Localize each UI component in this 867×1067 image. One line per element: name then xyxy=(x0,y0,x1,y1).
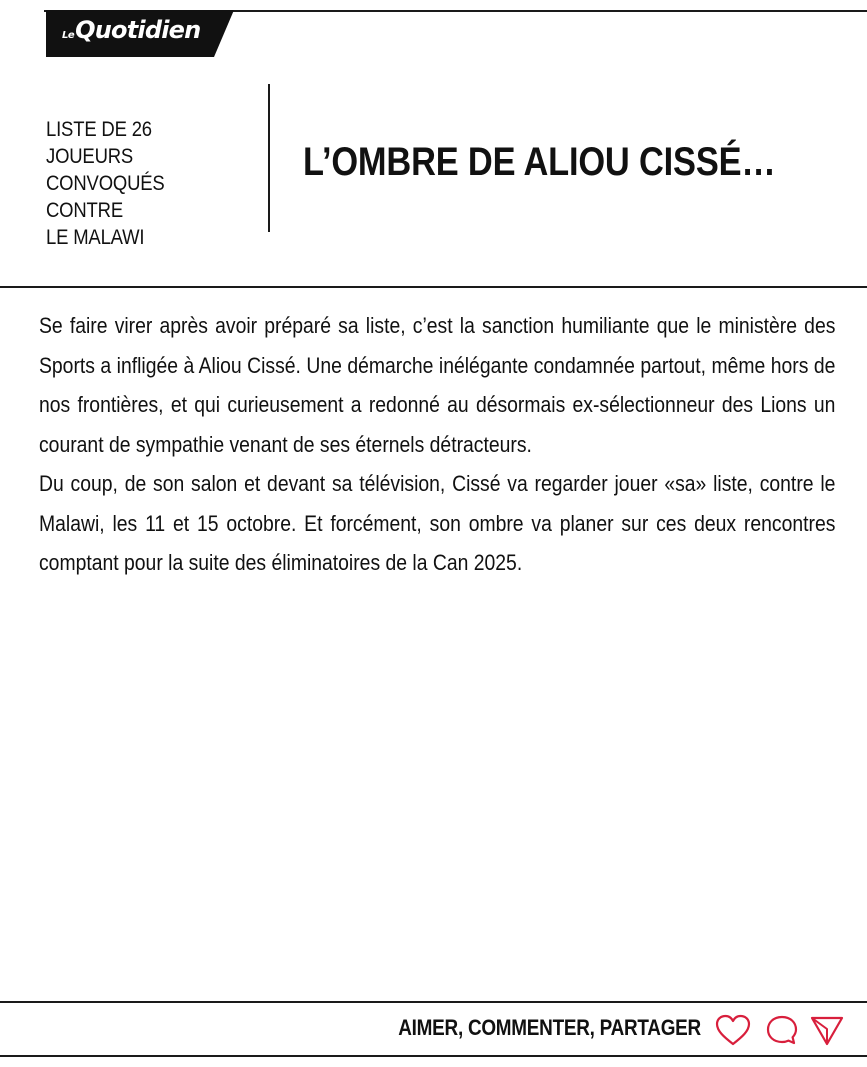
brand-wordmark xyxy=(62,18,200,42)
heart-icon-graphic xyxy=(714,1013,752,1047)
footer-divider-bottom xyxy=(0,1055,867,1057)
comment-icon-graphic xyxy=(763,1013,801,1047)
footer-divider-top xyxy=(0,1001,867,1003)
brand-name: Quotidien xyxy=(75,16,201,44)
kicker: LISTE DE 26 JOUEURS CONVOQUÉS CONTRE LE MALAWI xyxy=(46,118,165,249)
article-paragraph-2: Du coup, de son salon et devant sa télévision, Cissé va regarder jouer «sa» liste, contre le Malawi, les 11 et 15 octobre. Et forcément, son ombre va planer sur ces deux rencontres comptant pour la suite des éliminatoires de la Can 2025. xyxy=(39,471,836,575)
share-icon[interactable] xyxy=(808,1013,846,1047)
vertical-divider xyxy=(268,84,270,232)
heart-icon[interactable] xyxy=(714,1013,752,1047)
header-divider xyxy=(0,286,867,288)
article-paragraph-1: Se faire virer après avoir préparé sa liste, c’est la sanction humiliante que le ministère des Sports a infligée à Aliou Cissé. Une démarche inélégante condamnée partout, même hors de nos frontières, et qui curieusement a redonné au désormais ex-sélectionneur des Lions un courant de sympathie venant de ses éternels détracteurs. xyxy=(39,313,836,457)
article-body xyxy=(39,306,835,583)
engagement-prompt: AIMER, COMMENTER, PARTAGER xyxy=(398,1015,701,1040)
headline: L’OMBRE DE ALIOU CISSÉ… xyxy=(303,140,776,184)
comment-icon[interactable] xyxy=(763,1013,801,1047)
brand-logo xyxy=(46,10,234,57)
share-icon-graphic xyxy=(808,1013,846,1047)
brand-prefix: Le xyxy=(62,30,75,41)
